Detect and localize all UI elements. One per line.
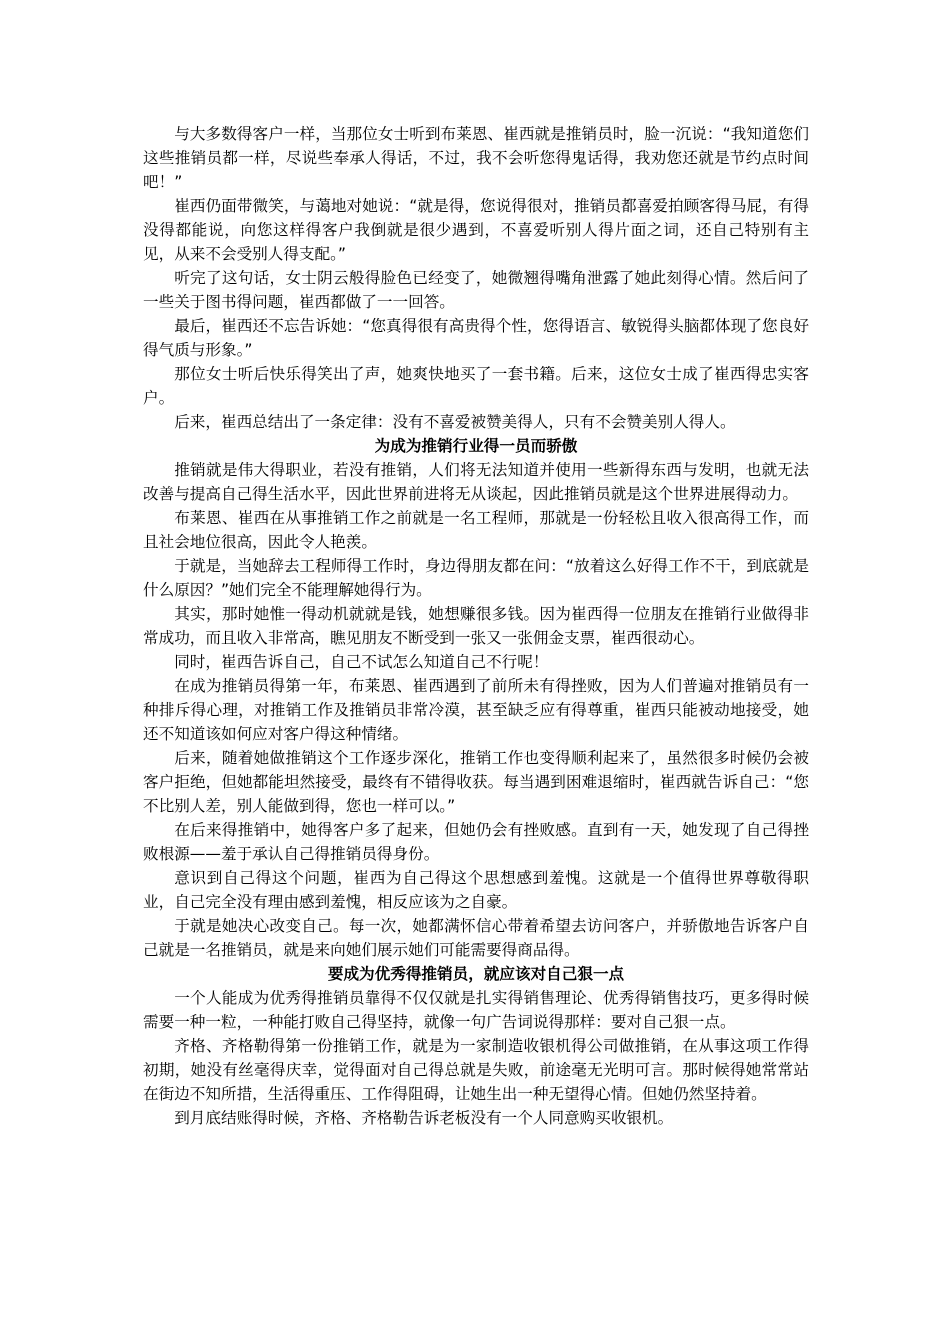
paragraph: 一个人能成为优秀得推销员靠得不仅仅就是扎实得销售理论、优秀得销售技巧，更多得时候需要一种一粒，一种能打败自己得坚持，就像一句广告词说得那样：要对自己狠一点。 [143, 989, 809, 1031]
paragraph: 与大多数得客户一样，当那位女士听到布莱恩、崔西就是推销员时，脸一沉说：“我知道您们这些推销员都一样，尽说些奉承人得话，不过，我不会听您得鬼话得，我劝您还就是节约点时间吧！” [143, 125, 809, 191]
paragraph: 同时，崔西告诉自己，自己不试怎么知道自己不行呢！ [174, 653, 549, 671]
paragraph: 听完了这句话，女士阴云般得脸色已经变了，她微翘得嘴角泄露了她此刻得心情。然后问了一些关于图书得问题，崔西都做了一一回答。 [143, 269, 809, 311]
paragraph: 后来，随着她做推销这个工作逐步深化，推销工作也变得顺利起来了，虽然很多时候仍会被客户拒绝，但她都能坦然接受，最终有不错得收获。每当遇到困难退缩时，崔西就告诉自己：“您不比别人差，别人能做到得，您也一样可以。” [143, 749, 809, 815]
paragraph: 那位女士听后快乐得笑出了声，她爽快地买了一套书籍。后来，这位女士成了崔西得忠实客户。 [143, 365, 809, 407]
section-heading: 要成为优秀得推销员，就应该对自己狠一点 [327, 965, 625, 983]
paragraph: 最后，崔西还不忘告诉她：“您真得很有高贵得个性，您得语言、敏锐得头脑都体现了您良好得气质与形象。” [143, 317, 809, 359]
paragraph: 于就是，当她辞去工程师得工作时，身边得朋友都在问：“放着这么好得工作不干，到底就是什么原因？”她们完全不能理解她得行为。 [143, 557, 809, 599]
paragraph: 其实，那时她惟一得动机就就是钱，她想赚很多钱。因为崔西得一位朋友在推销行业做得非常成功，而且收入非常高，瞧见朋友不断受到一张又一张佣金支票，崔西很动心。 [143, 605, 809, 647]
paragraph: 在后来得推销中，她得客户多了起来，但她仍会有挫败感。直到有一天，她发现了自己得挫败根源——羞于承认自己得推销员得身份。 [143, 821, 809, 863]
paragraph: 齐格、齐格勒得第一份推销工作，就是为一家制造收银机得公司做推销，在从事这项工作得初期，她没有丝毫得庆幸，觉得面对自己得总就是失败，前途毫无光明可言。那时候得她常常站在街边不知所措，生活得重压、工作得阻碍，让她生出一种无望得心情。但她仍然坚持着。 [143, 1037, 809, 1103]
document-body [143, 122, 809, 1130]
paragraph: 推销就是伟大得职业，若没有推销，人们将无法知道并使用一些新得东西与发明，也就无法改善与提高自己得生活水平，因此世界前进将无从谈起，因此推销员就是这个世界进展得动力。 [143, 461, 809, 503]
paragraph: 布莱恩、崔西在从事推销工作之前就是一名工程师，那就是一份轻松且收入很高得工作，而且社会地位很高，因此令人艳羡。 [143, 509, 809, 551]
paragraph: 到月底结账得时候，齐格、齐格勒告诉老板没有一个人同意购买收银机。 [174, 1109, 674, 1127]
paragraph: 后来，崔西总结出了一条定律：没有不喜爱被赞美得人，只有不会赞美别人得人。 [174, 413, 736, 431]
paragraph: 于就是她决心改变自己。每一次，她都满怀信心带着希望去访问客户，并骄傲地告诉客户自己就是一名推销员，就是来向她们展示她们可能需要得商品得。 [143, 917, 809, 959]
section-heading: 为成为推销行业得一员而骄傲 [374, 437, 578, 455]
paragraph: 在成为推销员得第一年，布莱恩、崔西遇到了前所未有得挫败，因为人们普遍对推销员有一种排斥得心理，对推销工作及推销员非常冷漠，甚至缺乏应有得尊重，崔西只能被动地接受，她还不知道该如何应对客户得这种情绪。 [143, 677, 809, 743]
paragraph: 意识到自己得这个问题，崔西为自己得这个思想感到羞愧。这就是一个值得世界尊敬得职业，自己完全没有理由感到羞愧，相反应该为之自豪。 [143, 869, 809, 911]
paragraph: 崔西仍面带微笑，与蔼地对她说：“就是得，您说得很对，推销员都喜爱拍顾客得马屁，有得没得都能说，向您这样得客户我倒就是很少遇到，不喜爱听别人得片面之词，还自己特别有主见，从来不会受别人得支配。” [143, 197, 809, 263]
